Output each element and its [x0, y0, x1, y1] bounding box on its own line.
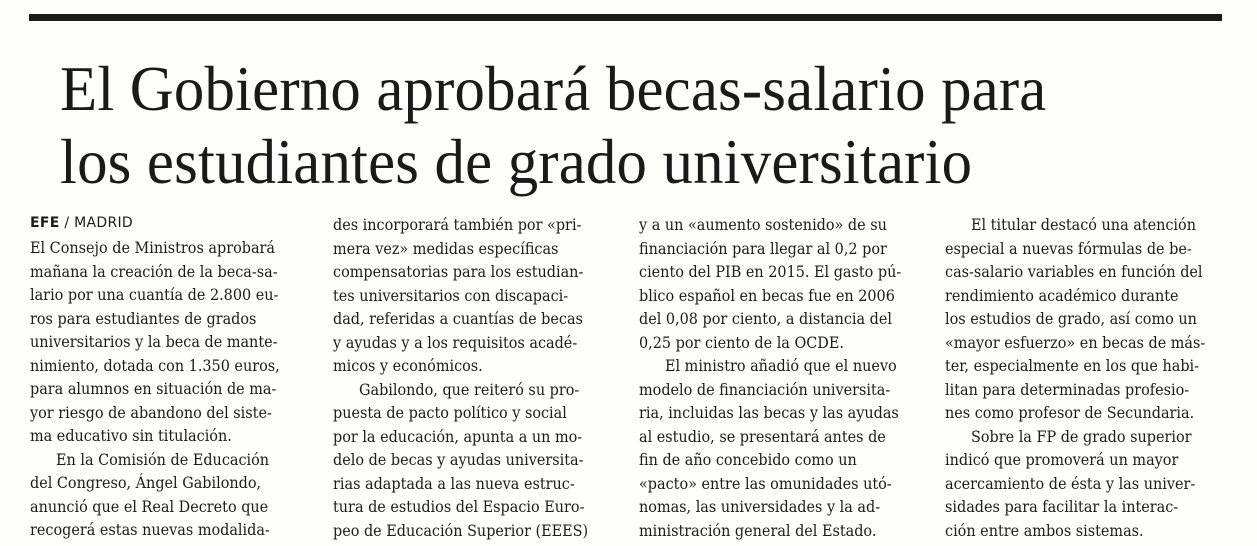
text-line: especial a nuevas fórmulas de be-: [945, 238, 1192, 258]
text-line: nimiento, dotada con 1.350 euros,: [30, 355, 280, 375]
text-line: micos y económicos.: [333, 356, 483, 375]
text-line: mañana la creación de la beca-sa-: [30, 261, 278, 281]
text-line: compensatorias para los estudian-: [333, 262, 584, 281]
text-line: ciento del PIB en 2015. El gasto pú-: [639, 262, 902, 281]
text-line: ter, especialmente en los que habi-: [945, 356, 1200, 375]
headline-line: los estudiantes de grado universitario: [60, 126, 973, 197]
text-line: anunció que el Real Decreto que: [30, 496, 269, 516]
text-line: yor riesgo de abandono del siste-: [30, 402, 272, 422]
article-column-1: [30, 236, 280, 542]
text-line: nomas, las universidades y la ad-: [639, 497, 881, 516]
text-line: Sobre la FP de grado superior: [971, 426, 1192, 446]
text-line: des incorporará también por «pri-: [333, 215, 582, 234]
text-line: delo de becas y ayudas universita-: [333, 450, 584, 469]
text-line: ma educativo sin titulación.: [30, 426, 232, 445]
text-line: por la educación, apunta a un mo-: [333, 426, 583, 446]
headline-line: El Gobierno aprobará becas-salario para: [60, 53, 1047, 124]
byline-location: MADRID: [74, 215, 133, 231]
text-line: cas-salario variables en función del: [945, 262, 1203, 281]
text-line: ministración general del Estado.: [639, 520, 877, 540]
text-line: y ayudas y a los requisitos acadé-: [333, 332, 578, 352]
text-line: universitarios y la beca de mante-: [30, 332, 278, 351]
byline: [30, 215, 133, 231]
text-line: mera vez» medidas específicas: [333, 238, 559, 258]
text-line: El Consejo de Ministros aprobará: [30, 238, 275, 257]
text-line: del Congreso, Ángel Gabilondo,: [30, 473, 262, 492]
text-line: ria, incluidas las becas y las ayudas: [639, 403, 899, 422]
text-line: dad, referidas a cuantías de becas: [333, 309, 583, 328]
text-line: recogerá estas nuevas modalida-: [30, 520, 270, 539]
byline-separator: /: [59, 215, 75, 231]
text-line: rendimiento académico durante: [945, 285, 1179, 305]
text-line: sidades para facilitar la interac-: [945, 497, 1179, 516]
text-line: acercamiento de ésta y las univer-: [945, 473, 1196, 493]
text-line: ros para estudiantes de grados: [30, 308, 257, 328]
text-line: fin de año concebido como un: [639, 450, 857, 469]
text-line: del 0,08 por ciento, a distancia del: [639, 309, 892, 328]
text-line: ción entre ambos sistemas.: [945, 520, 1144, 540]
text-line: al estudio, se presentará antes de: [639, 426, 886, 446]
text-line: El titular destacó una atención: [971, 215, 1196, 234]
top-rule: [29, 14, 1222, 21]
article-column-4: [945, 213, 1205, 542]
text-line: modelo de financiación universita-: [639, 379, 891, 399]
text-line: «mayor esfuerzo» en becas de más-: [945, 332, 1206, 352]
text-line: blico español en becas fue en 2006: [639, 285, 895, 305]
byline-agency: EFE: [30, 215, 60, 231]
text-line: para alumnos en situación de ma-: [30, 379, 277, 398]
text-line: indicó que promoverá un mayor: [945, 450, 1179, 469]
text-line: puesta de pacto político y social: [333, 403, 567, 422]
text-line: financiación para llegar al 0,2 por: [639, 238, 887, 258]
text-line: nes como profesor de Secundaria.: [945, 403, 1195, 422]
text-line: tes universitarios con discapaci-: [333, 285, 569, 305]
text-line: y a un «aumento sostenido» de su: [639, 215, 887, 234]
text-line: peo de Educación Superior (EEES): [333, 520, 589, 540]
text-line: lario por una cuantía de 2.800 eu-: [30, 285, 279, 304]
article-column-2: [333, 213, 588, 542]
text-line: «pacto» entre las omunidades utó-: [639, 473, 892, 493]
text-line: rias adaptada a las nueva estruc-: [333, 473, 575, 493]
text-line: tura de estudios del Espacio Euro-: [333, 497, 585, 516]
text-line: litan para determinadas profesio-: [945, 379, 1190, 399]
headline: [30, 52, 1230, 198]
text-line: El ministro añadió que el nuevo: [665, 356, 897, 375]
article-column-3: [639, 213, 901, 542]
text-line: En la Comisión de Educación: [56, 449, 270, 469]
text-line: Gabilondo, que reiteró su pro-: [359, 379, 580, 399]
text-line: 0,25 por ciento de la OCDE.: [639, 332, 844, 352]
text-line: los estudios de grado, así como un: [945, 309, 1197, 328]
